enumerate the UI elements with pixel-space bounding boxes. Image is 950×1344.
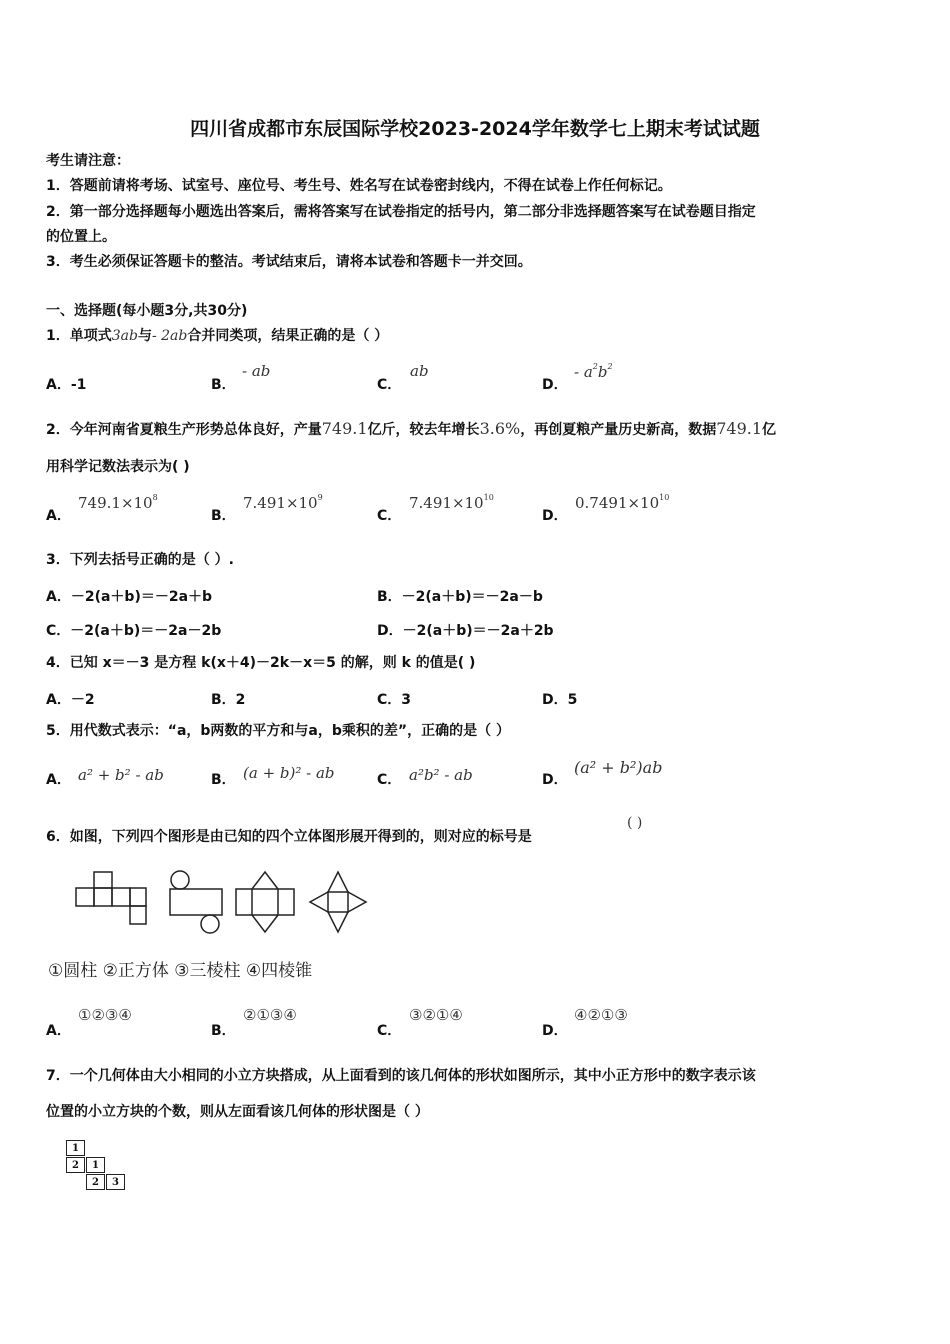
q1-option-b[interactable] (211, 374, 236, 394)
option-label: B． (211, 692, 236, 708)
q4-option-b[interactable] (211, 689, 245, 709)
q5-option-a-value: a² + b² - ab (78, 766, 164, 784)
option-value: －2(a＋b)＝－2a－b (401, 589, 543, 605)
q1-option-d[interactable] (542, 374, 568, 394)
option-value: 7.491×10 (243, 494, 318, 512)
q2-value: 3.6% (479, 419, 521, 438)
option-label: D． (377, 623, 403, 639)
q1-option-b-value: - ab (242, 362, 271, 380)
option-label: A． (46, 1023, 71, 1039)
q6-option-a-value: ①②③④ (78, 1006, 132, 1024)
q1-option-a[interactable] (46, 374, 86, 394)
q3-option-b[interactable] (377, 586, 543, 606)
option-value: - a (574, 363, 593, 381)
question-2-line2: 用科学记数法表示为( ) (46, 459, 190, 475)
option-value: －2 (70, 692, 95, 708)
option-label: B． (211, 508, 236, 524)
grid-cell: 3 (106, 1174, 125, 1190)
option-value: 5 (567, 692, 578, 708)
q5-option-c[interactable] (377, 769, 401, 789)
shapes-label: ①圆柱 ②正方体 ③三棱柱 ④四棱锥 (48, 961, 313, 981)
prism-net (236, 872, 294, 932)
question-6: 6．如图，下列四个图形是由已知的四个立体图形展开得到的，则对应的标号是 (46, 829, 532, 845)
exponent: 8 (152, 493, 158, 502)
section-heading: 一、选择题(每小题3分,共30分) (46, 303, 248, 319)
option-label: D． (542, 1023, 568, 1039)
cube-net (76, 872, 146, 924)
q1-mid: 与 (137, 328, 152, 344)
option-label: D． (542, 377, 568, 393)
q6-option-d[interactable] (542, 1020, 568, 1040)
question-5: 5．用代数式表示：“a，b两数的平方和与a，b乘积的差”，正确的是（ ） (46, 723, 510, 739)
q5-option-c-value: a²b² - ab (409, 766, 473, 784)
q2-option-a[interactable] (46, 505, 71, 525)
option-label: A． (46, 772, 71, 788)
q4-option-c[interactable] (377, 689, 411, 709)
q6-option-b-value: ②①③④ (243, 1006, 297, 1024)
q3-option-c[interactable] (46, 620, 221, 640)
notice-item: 3．考生必须保证答题卡的整洁。考试结束后，请将本试卷和答题卡一并交回。 (46, 254, 532, 270)
page-title: 四川省成都市东辰国际学校2023-2024学年数学七上期末考试试题 (190, 118, 760, 140)
q2-option-d[interactable] (542, 505, 568, 525)
q1-option-c[interactable] (377, 374, 401, 394)
nets-figure (72, 868, 372, 934)
exponent: 10 (483, 493, 494, 502)
q6-option-d-value: ④②①③ (574, 1006, 628, 1024)
q2-option-b[interactable] (211, 505, 236, 525)
grid-cell: 1 (66, 1140, 85, 1156)
option-label: C． (46, 623, 71, 639)
option-label: C． (377, 508, 402, 524)
question-1 (46, 327, 388, 345)
option-label: D． (542, 692, 568, 708)
option-label: C． (377, 1023, 402, 1039)
notice-item: 2．第一部分选择题每小题选出答案后，需将答案写在试卷指定的括号内，第二部分非选择题答案写在试卷题目指定 (46, 204, 756, 220)
exponent: 9 (317, 493, 323, 502)
q5-option-d-value: (a² + b²)ab (574, 758, 663, 777)
q2-value: 749.1 (321, 419, 368, 438)
q1-post: 合并同类项，结果正确的是（ ） (187, 328, 389, 344)
option-value: 0.7491×10 (575, 494, 660, 512)
pyramid-net (310, 872, 366, 932)
q1-term-2: - 2ab (151, 328, 188, 344)
option-label: C． (377, 692, 402, 708)
q1-term-1: 3ab (111, 328, 138, 344)
question-2 (46, 420, 776, 439)
option-label: B． (211, 772, 236, 788)
option-label: A． (46, 508, 71, 524)
option-value: 749.1×10 (78, 494, 153, 512)
q2-option-a-value (78, 493, 158, 512)
top-view-grid (66, 1140, 130, 1196)
notice-item: 1．答题前请将考场、试室号、座位号、考生号、姓名写在试卷密封线内，不得在试卷上作任何标记。 (46, 178, 672, 194)
question-3: 3．下列去括号正确的是（ ）. (46, 552, 234, 568)
exponent: 10 (659, 493, 670, 502)
q6-option-c[interactable] (377, 1020, 401, 1040)
q1-pre: 1．单项式 (46, 328, 112, 344)
option-value: 2 (235, 692, 246, 708)
q2-option-d-value (575, 493, 669, 512)
option-label: B． (211, 377, 236, 393)
option-value: －2(a＋b)＝－2a－2b (70, 623, 222, 639)
q2-option-b-value (243, 493, 323, 512)
q3-option-a[interactable] (46, 586, 212, 606)
question-7-line1: 7．一个几何体由大小相同的小立方块搭成，从上面看到的该几何体的形状如图所示，其中小正方形中的数字表示该 (46, 1068, 756, 1084)
option-label: A． (46, 692, 71, 708)
q6-option-a[interactable] (46, 1020, 71, 1040)
q6-option-b[interactable] (211, 1020, 236, 1040)
option-label: C． (377, 377, 402, 393)
q6-option-c-value: ③②①④ (409, 1006, 463, 1024)
option-label: B． (211, 1023, 236, 1039)
option-value: －2(a＋b)＝－2a＋2b (402, 623, 554, 639)
option-label: D． (542, 772, 568, 788)
option-value: 7.491×10 (409, 494, 484, 512)
q5-option-b-value: (a + b)² - ab (243, 764, 335, 782)
option-label: C． (377, 772, 402, 788)
q4-option-a[interactable] (46, 689, 95, 709)
q5-option-d[interactable] (542, 769, 568, 789)
option-label: B． (377, 589, 402, 605)
q2-option-c[interactable] (377, 505, 401, 525)
grid-cell: 2 (66, 1157, 85, 1173)
option-label: A． (46, 589, 71, 605)
cylinder-net (170, 871, 222, 933)
q2-text: 亿斤，较去年增长 (367, 422, 480, 438)
grid-cell: 1 (86, 1157, 105, 1173)
q2-text: ，再创夏粮产量历史新高，数据 (520, 422, 717, 438)
q5-option-a[interactable] (46, 769, 71, 789)
option-value: 3 (401, 692, 412, 708)
grid-cell: 2 (86, 1174, 105, 1190)
notice-item: 的位置上。 (46, 229, 116, 245)
option-label: A． (46, 377, 71, 393)
question-7-line2: 位置的小立方块的个数，则从左面看该几何体的形状图是（ ） (46, 1104, 429, 1120)
option-value: -1 (70, 377, 87, 393)
q2-text: 2．今年河南省夏粮生产形势总体良好，产量 (46, 422, 322, 438)
q5-option-b[interactable] (211, 769, 236, 789)
question-4: 4．已知 x＝－3 是方程 k(x＋4)－2k－x＝5 的解，则 k 的值是( ) (46, 655, 476, 671)
option-label: D． (542, 508, 568, 524)
q4-option-d[interactable] (542, 689, 577, 709)
notice-heading: 考生请注意： (46, 153, 130, 169)
question-6-paren: ( ) (627, 815, 643, 831)
q2-option-c-value (409, 493, 494, 512)
q2-value: 749.1 (716, 419, 763, 438)
q3-option-d[interactable] (377, 620, 554, 640)
q1-option-d-value: - $a^2b^2$ (574, 362, 613, 381)
q1-option-c-value: ab (410, 362, 429, 380)
q2-text: 亿 (762, 422, 777, 438)
option-value: －2(a＋b)＝－2a＋b (70, 589, 213, 605)
